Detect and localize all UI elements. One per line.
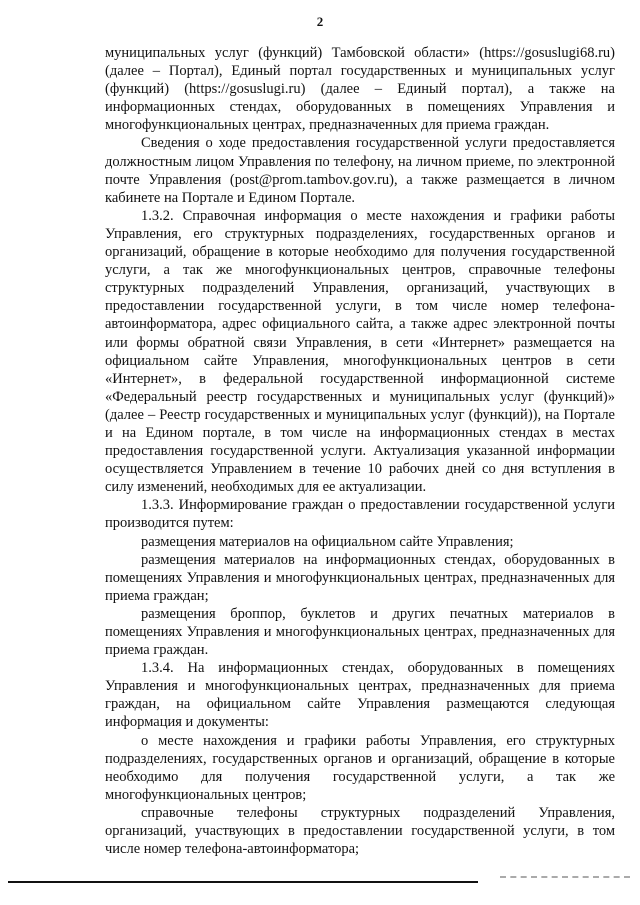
paragraph-service-status: Сведения о ходе предоставления государственной услуги предоставляется должностным лицом Управления по телефону, на личном приеме, по электронной почте Управления (post@prom.tambov.gov.ru), а также размещается в личном кабинете на Портале и Едином Портале. bbox=[105, 135, 615, 206]
footer-rule bbox=[8, 881, 478, 883]
paragraph-portal-continuation: муниципальных услуг (функций) Тамбовской области» (https://gosuslugi68.ru) (далее – Портал), Единый портал государственных и муниципальных услуг (функций) (https://gosuslugi.ru) (далее – Единый портал), а также на информационных стендах, оборудованных в помещениях Управления и многофункциональных центрах, предназначенных для приема граждан. bbox=[105, 45, 615, 134]
list-item-phones: справочные телефоны структурных подразделений Управления, организаций, участвующих в предоставлении государственной услуги, в том числе номер телефона-автоинформатора; bbox=[105, 804, 615, 858]
document-body bbox=[105, 44, 615, 858]
list-item-locations: о месте нахождения и графики работы Управления, его структурных подразделениях, государственных органов и организаций, обращение в которые необходимо для получения государственной услуги, а так же многофункциональных центров; bbox=[105, 732, 615, 803]
paragraph-1-3-3: 1.3.3. Информирование граждан о предоставлении государственной услуги производится путем: bbox=[105, 497, 615, 532]
paragraph-1-3-4: 1.3.4. На информационных стендах, оборудованных в помещениях Управления и многофункциональных центрах, предназначенных для приема граждан, на официальном сайте Управления размещаются следующая информация и документы: bbox=[105, 660, 615, 731]
page-number: 2 bbox=[316, 14, 324, 29]
footer-scan-artifact bbox=[500, 876, 630, 878]
list-item-official-site: размещения материалов на официальном сайте Управления; bbox=[141, 533, 514, 550]
list-item-info-stands: размещения материалов на информационных стендах, оборудованных в помещениях Управления и многофункциональных центрах, предназначенных для приема граждан; bbox=[105, 551, 615, 604]
list-item-brochures: размещения броппор, буклетов и других печатных материалов в помещениях Управления и многофункциональных центрах, предназначенных для приема граждан. bbox=[105, 605, 615, 659]
paragraph-1-3-2: 1.3.2. Справочная информация о месте нахождения и графики работы Управления, его структурных подразделениях, государственных органов и организаций, обращение в которые необходимо для получения государственной услуги, а так же многофункциональных центров, справочные телефоны структурных подразделений Управления, организаций, участвующих в предоставлении государственной услуги, в том числе номер телефона-автоинформатора, адрес официального сайта, а также адрес электронной почты или формы обратной связи Управления, в сети «Интернет» размещается на официальном сайте Управления, многофункциональных центров в сети «Интернет», в федеральной государственной информационной системе «Федеральный реестр государственных и муниципальных услуг (функций)» (далее – Реестр государственных и муниципальных услуг (функций)), на Портале и на Едином портале, в том числе на информационных стендах в местах предоставления государственной услуги. Актуализация указанной информации осуществляется Управлением в течение 10 рабочих дней со дня вступления в силу изменений, необходимых для ее актуализации. bbox=[105, 207, 615, 496]
